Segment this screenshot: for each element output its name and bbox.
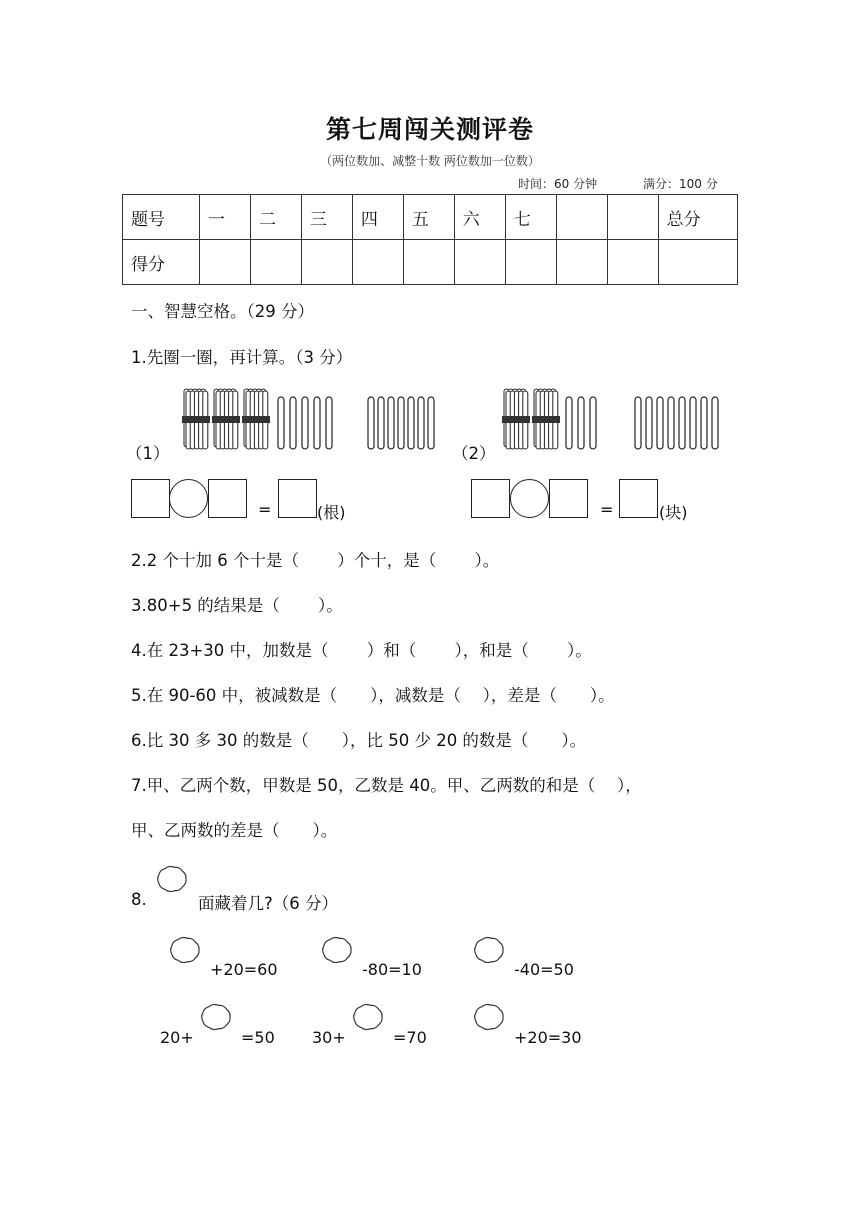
equals-sign: =: [258, 500, 272, 519]
sticks-picture-1: [178, 385, 458, 455]
table-row: [123, 240, 738, 285]
q8-item-4-prefix: 20+: [160, 1028, 194, 1047]
table-cell: [556, 195, 607, 240]
part-label-2: （2）: [452, 444, 496, 463]
time-limit: 时间：60 分钟: [518, 177, 598, 191]
stick-icon: [326, 397, 332, 449]
table-cell: 六: [454, 195, 505, 240]
flower-icon[interactable]: [190, 994, 242, 1040]
stick-icon: [278, 397, 284, 449]
answer-box[interactable]: [471, 479, 510, 518]
score-table: [122, 194, 738, 285]
question-5: 5.在 90-60 中，被减数是（ ），减数是（ ），差是（ ）。: [131, 686, 615, 705]
page-subtitle: （两位数加、减整十数 两位数加一位数）: [320, 154, 540, 168]
score-input-cell[interactable]: [250, 240, 301, 285]
stick-icon: [635, 397, 641, 449]
stick-bundle-icon: [212, 389, 240, 449]
unit-label: (块): [659, 503, 688, 522]
stick-icon: [398, 397, 404, 449]
section-heading: 一、智慧空格。（29 分）: [131, 302, 314, 321]
stick-icon: [302, 397, 308, 449]
full-score: 满分：100 分: [643, 177, 718, 191]
flower-icon[interactable]: [311, 927, 363, 973]
stick-icon: [690, 397, 696, 449]
stick-icon: [378, 397, 384, 449]
stick-icon: [314, 397, 320, 449]
page-title: 第七周闯关测评卷: [325, 115, 534, 144]
flower-icon[interactable]: [342, 994, 394, 1040]
table-cell: 二: [250, 195, 301, 240]
q8-item-6: +20=30: [514, 1028, 582, 1047]
score-input-cell[interactable]: [454, 240, 505, 285]
score-input-cell[interactable]: [556, 240, 607, 285]
sticks-picture-2: [492, 385, 732, 455]
q8-item-4: =50: [241, 1028, 275, 1047]
unit-label: (根): [317, 503, 346, 522]
table-cell: 五: [403, 195, 454, 240]
score-input-cell[interactable]: [505, 240, 556, 285]
score-input-cell[interactable]: [658, 240, 737, 285]
stick-icon: [388, 397, 394, 449]
equals-sign: =: [600, 500, 614, 519]
question-8-number: 8.: [131, 890, 147, 909]
stick-icon: [701, 397, 707, 449]
question-2: 2.2 个十加 6 个十是（ ）个十，是（ ）。: [131, 551, 500, 570]
stick-icon: [712, 397, 718, 449]
stick-icon: [368, 397, 374, 449]
table-cell: 一: [200, 195, 251, 240]
stick-bundle-icon: [242, 389, 270, 449]
result-box[interactable]: [619, 479, 658, 518]
stick-icon: [657, 397, 663, 449]
score-input-cell[interactable]: [403, 240, 454, 285]
stick-icon: [578, 397, 584, 449]
flower-icon[interactable]: [159, 927, 211, 973]
table-cell: 四: [352, 195, 403, 240]
question-8-text: 面藏着几?（6 分）: [198, 894, 339, 913]
q8-item-5-prefix: 30+: [312, 1028, 346, 1047]
stick-icon: [566, 397, 572, 449]
operator-circle[interactable]: [169, 479, 208, 518]
operator-circle[interactable]: [510, 479, 549, 518]
question-3: 3.80+5 的结果是（ ）。: [131, 596, 343, 615]
flower-icon: [146, 856, 198, 902]
stick-icon: [668, 397, 674, 449]
score-input-cell[interactable]: [607, 240, 658, 285]
stick-icon: [428, 397, 434, 449]
stick-icon: [590, 397, 596, 449]
q8-item-2: -80=10: [362, 960, 422, 979]
q8-item-5: =70: [393, 1028, 427, 1047]
question-1: 1.先圈一圈，再计算。（3 分）: [131, 348, 353, 367]
table-cell: [607, 195, 658, 240]
stick-bundle-icon: [502, 389, 530, 449]
score-input-cell[interactable]: [200, 240, 251, 285]
table-row: [123, 195, 738, 240]
score-input-cell[interactable]: [301, 240, 352, 285]
q8-item-3: -40=50: [514, 960, 574, 979]
table-cell: 题号: [123, 195, 200, 240]
answer-box[interactable]: [208, 479, 247, 518]
table-cell: 总分: [658, 195, 737, 240]
answer-box[interactable]: [549, 479, 588, 518]
result-box[interactable]: [278, 479, 317, 518]
stick-icon: [290, 397, 296, 449]
question-6: 6.比 30 多 30 的数是（ ），比 50 少 20 的数是（ ）。: [131, 731, 587, 750]
stick-icon: [646, 397, 652, 449]
table-cell: 七: [505, 195, 556, 240]
q8-item-1: +20=60: [210, 960, 278, 979]
score-input-cell[interactable]: [352, 240, 403, 285]
table-cell: 三: [301, 195, 352, 240]
answer-box[interactable]: [131, 479, 170, 518]
stick-bundle-icon: [182, 389, 210, 449]
stick-bundle-icon: [532, 389, 560, 449]
flower-icon[interactable]: [463, 994, 515, 1040]
part-label-1: （1）: [126, 444, 170, 463]
stick-icon: [418, 397, 424, 449]
question-7-line-2: 甲、乙两数的差是（ ）。: [131, 821, 338, 840]
table-cell: 得分: [123, 240, 200, 285]
question-7-line-1: 7.甲、乙两个数，甲数是 50，乙数是 40。甲、乙两数的和是（ ），: [131, 776, 642, 795]
stick-icon: [679, 397, 685, 449]
stick-icon: [408, 397, 414, 449]
question-4: 4.在 23+30 中，加数是（ ）和（ ），和是（ ）。: [131, 641, 592, 660]
flower-icon[interactable]: [463, 927, 515, 973]
